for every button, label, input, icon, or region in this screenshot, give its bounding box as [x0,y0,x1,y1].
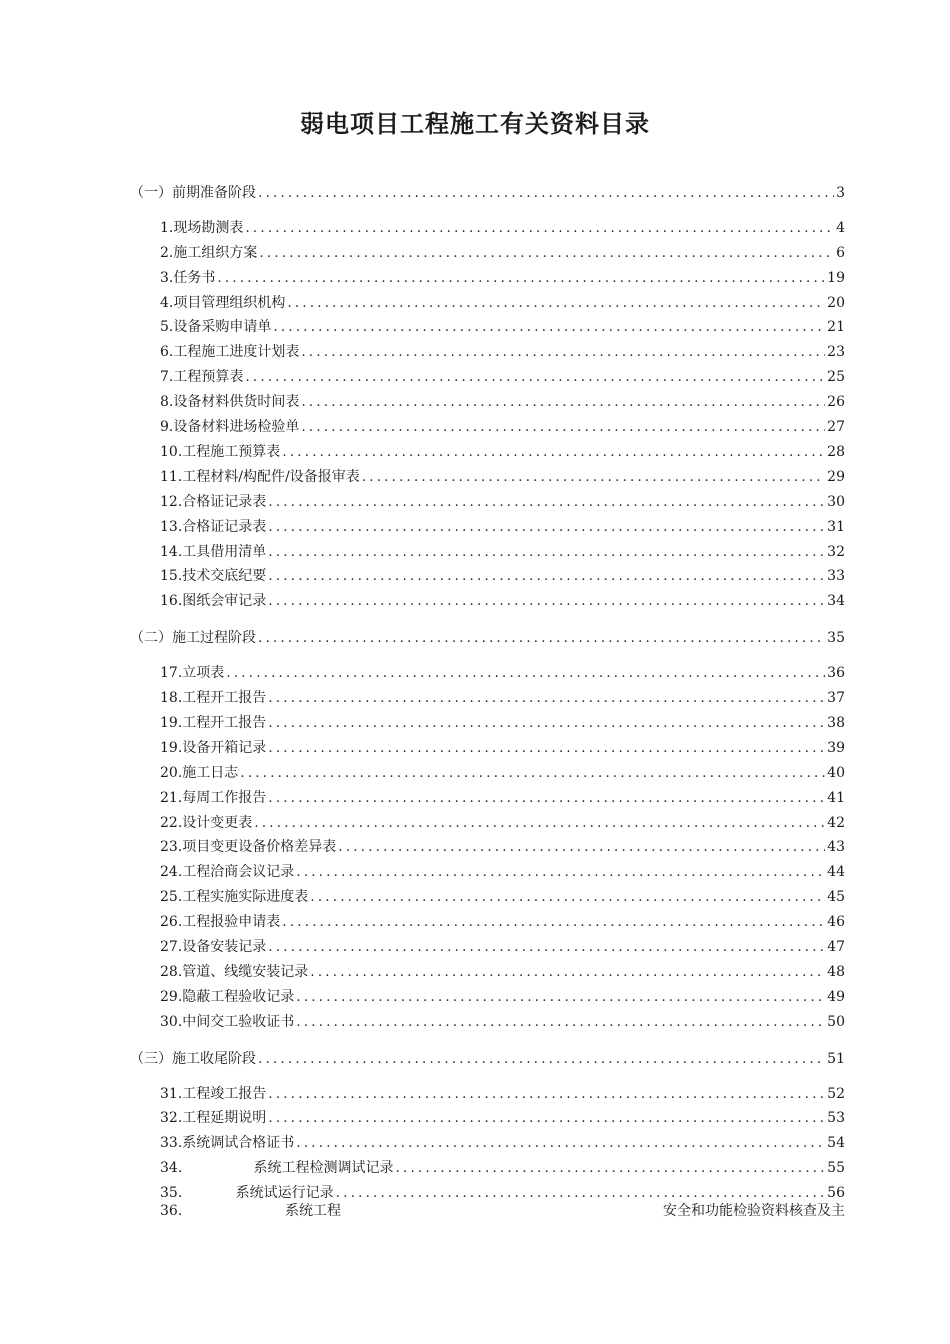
toc-page-number: 34 [827,593,845,609]
toc-page-number: 33 [827,568,845,584]
toc-entry-label: 13.合格证记录表 [160,519,267,535]
toc-entry[interactable] [160,268,845,288]
dot-leader [254,813,825,833]
dot-leader [258,183,834,203]
toc-page-number: 21 [827,319,845,335]
toc-entry[interactable] [160,837,845,857]
toc-page-number: 3 [836,185,845,201]
page-title: 弱电项目工程施工有关资料目录 [300,109,650,138]
toc-entry-label: 系统工程 [285,1203,341,1219]
dot-leader [268,566,825,586]
toc-page-number: 35 [827,630,845,646]
toc-entry-label: 5.设备采购申请单 [160,319,272,335]
dot-leader [287,293,825,313]
toc-entry-label: 30.中间交工验收证书 [160,1014,295,1030]
toc-entry[interactable] [160,1158,845,1178]
toc-page-number: 45 [827,889,845,905]
dot-leader [336,1183,826,1203]
toc-entry[interactable] [160,1133,845,1153]
dot-leader [296,1133,825,1153]
toc-entry-label: 12.合格证记录表 [160,494,267,510]
dot-leader [310,962,825,982]
dot-leader [240,763,825,783]
toc-entry-label: 33.系统调试合格证书 [160,1135,295,1151]
toc-page-number: 36 [827,665,845,681]
dot-leader [301,417,825,437]
dot-leader [310,887,825,907]
toc-entry[interactable] [160,566,845,586]
toc-entry[interactable] [160,937,845,957]
toc-page-number: 52 [827,1086,845,1102]
toc-entry[interactable] [160,962,845,982]
dot-leader [226,663,825,683]
dot-leader [282,442,825,462]
toc-entry-label: 19.工程开工报告 [160,715,267,731]
toc-entry-label: 17.立项表 [160,665,225,681]
toc-entry-label: 3.任务书 [160,270,216,286]
toc-entry[interactable] [160,517,845,537]
toc-page-number: 48 [827,964,845,980]
dot-leader [338,837,825,857]
toc-page-number: 44 [827,864,845,880]
toc-page-number: 53 [827,1110,845,1126]
dot-leader [296,862,825,882]
toc-entry-label: 20.施工日志 [160,765,239,781]
toc-section[interactable] [130,628,845,648]
toc-entry[interactable] [160,788,845,808]
toc-page-number: 56 [827,1185,845,1201]
toc-page-number: 20 [827,295,845,311]
toc-entry-label: （三）施工收尾阶段 [130,1051,256,1067]
toc-entry-label: 22.设计变更表 [160,815,253,831]
toc-page-number: 31 [827,519,845,535]
toc-entry[interactable] [160,1084,845,1104]
toc-entry[interactable] [160,442,845,462]
dot-leader [258,628,825,648]
toc-entry[interactable] [160,862,845,882]
toc-entry-label-continued: 安全和功能检验资料核查及主 [663,1203,845,1219]
toc-entry-label: 35. 系统试运行记录 [160,1185,334,1201]
toc-entry[interactable] [160,738,845,758]
toc-entry[interactable] [160,663,845,683]
toc-entry[interactable] [160,912,845,932]
toc-page-number: 39 [827,740,845,756]
toc-page-number: 38 [827,715,845,731]
toc-entry-label: 32.工程延期说明 [160,1110,267,1126]
toc-entry-label: 11.工程材料/构配件/设备报审表 [160,469,360,485]
dot-leader [296,987,825,1007]
toc-entry[interactable] [160,293,845,313]
dot-leader [273,317,825,337]
toc-entry-label: 1.现场勘测表 [160,220,244,236]
dot-leader [268,937,825,957]
toc-entry-label: 19.设备开箱记录 [160,740,267,756]
toc-entry-label: 7.工程预算表 [160,369,244,385]
toc-entry-label: 14.工具借用清单 [160,544,267,560]
toc-page-number: 28 [827,444,845,460]
toc-entry-label: 25.工程实施实际进度表 [160,889,309,905]
toc-page-number: 37 [827,690,845,706]
toc-entry[interactable] [160,367,845,387]
dot-leader [268,591,825,611]
toc-entry-label: 21.每周工作报告 [160,790,267,806]
dot-leader [245,218,834,238]
dot-leader [268,688,825,708]
toc-page-number: 43 [827,839,845,855]
toc-entry-label: 18.工程开工报告 [160,690,267,706]
dot-leader [268,1084,825,1104]
toc-page-number: 26 [827,394,845,410]
dot-leader [362,467,825,487]
toc-entry-label: 26.工程报验申请表 [160,914,281,930]
toc-entry[interactable] [160,763,845,783]
dot-leader [259,243,834,263]
toc-entry[interactable] [160,1183,845,1203]
toc-page-number: 6 [836,245,845,261]
toc-entry-label: 8.设备材料供货时间表 [160,394,300,410]
toc-entry-label: 24.工程洽商会议记录 [160,864,295,880]
toc-page-number: 51 [827,1051,845,1067]
toc-entry[interactable] [160,591,845,611]
toc-entry-36[interactable] [160,1201,845,1221]
toc-entry[interactable] [160,317,845,337]
toc-page-number: 46 [827,914,845,930]
toc-page-number: 4 [836,220,845,236]
toc-page-number: 32 [827,544,845,560]
toc-entry-label: （二）施工过程阶段 [130,630,256,646]
toc-entry[interactable] [160,542,845,562]
dot-leader [268,788,825,808]
dot-leader [268,492,825,512]
toc-page-number: 25 [827,369,845,385]
dot-leader [217,268,825,288]
toc-entry[interactable] [160,417,845,437]
toc-entry-label: 2.施工组织方案 [160,245,258,261]
toc-page-number: 27 [827,419,845,435]
dot-leader [395,1158,825,1178]
dot-leader [296,1012,825,1032]
toc-entry[interactable] [160,392,845,412]
toc-entry-label: 23.项目变更设备价格差异表 [160,839,337,855]
toc-entry-label: 16.图纸会审记录 [160,593,267,609]
dot-leader [301,392,825,412]
toc-entry[interactable] [160,713,845,733]
toc-entry-label: 34. 系统工程检测调试记录 [160,1160,394,1176]
toc-entry[interactable] [160,1012,845,1032]
toc-entry-label: 10.工程施工预算表 [160,444,281,460]
toc-page-number: 55 [827,1160,845,1176]
toc-entry[interactable] [160,688,845,708]
toc-page-number: 50 [827,1014,845,1030]
dot-leader [268,1108,825,1128]
toc-entry[interactable] [160,243,845,263]
toc-entry-label: 29.隐蔽工程验收记录 [160,989,295,1005]
toc-entry[interactable] [160,887,845,907]
toc-page-number: 47 [827,939,845,955]
dot-leader [268,738,825,758]
toc-page-number: 23 [827,344,845,360]
toc-entry[interactable] [160,1108,845,1128]
toc-entry[interactable] [160,342,845,362]
toc-entry-label: 9.设备材料进场检验单 [160,419,300,435]
toc-entry-label: 28.管道、线缆安装记录 [160,964,309,980]
toc-page-number: 49 [827,989,845,1005]
dot-leader [268,517,825,537]
dot-leader [282,912,825,932]
toc-entry[interactable] [160,987,845,1007]
toc-page-number: 30 [827,494,845,510]
toc-entry-label: 15.技术交底纪要 [160,568,267,584]
toc-entry-label: （一）前期准备阶段 [130,185,256,201]
toc-page-number: 19 [827,270,845,286]
toc-section[interactable] [130,183,845,203]
dot-leader [258,1049,825,1069]
toc-page-number: 41 [827,790,845,806]
toc-entry-label: 4.项目管理组织机构 [160,295,286,311]
toc-section[interactable] [130,1049,845,1069]
toc-page-number: 42 [827,815,845,831]
toc-entry-label: 31.工程竣工报告 [160,1086,267,1102]
toc-entry[interactable] [160,813,845,833]
dot-leader [245,367,825,387]
toc-entry[interactable] [160,467,845,487]
dot-leader [268,713,825,733]
toc-entry-number: 36. [160,1203,183,1219]
dot-leader [268,542,825,562]
toc-page-number: 40 [827,765,845,781]
toc-page-number: 54 [827,1135,845,1151]
toc-entry[interactable] [160,492,845,512]
toc-entry-label: 6.工程施工进度计划表 [160,344,300,360]
toc-entry[interactable] [160,218,845,238]
toc-page-number: 29 [827,469,845,485]
dot-leader [301,342,825,362]
toc-entry-label: 27.设备安装记录 [160,939,267,955]
